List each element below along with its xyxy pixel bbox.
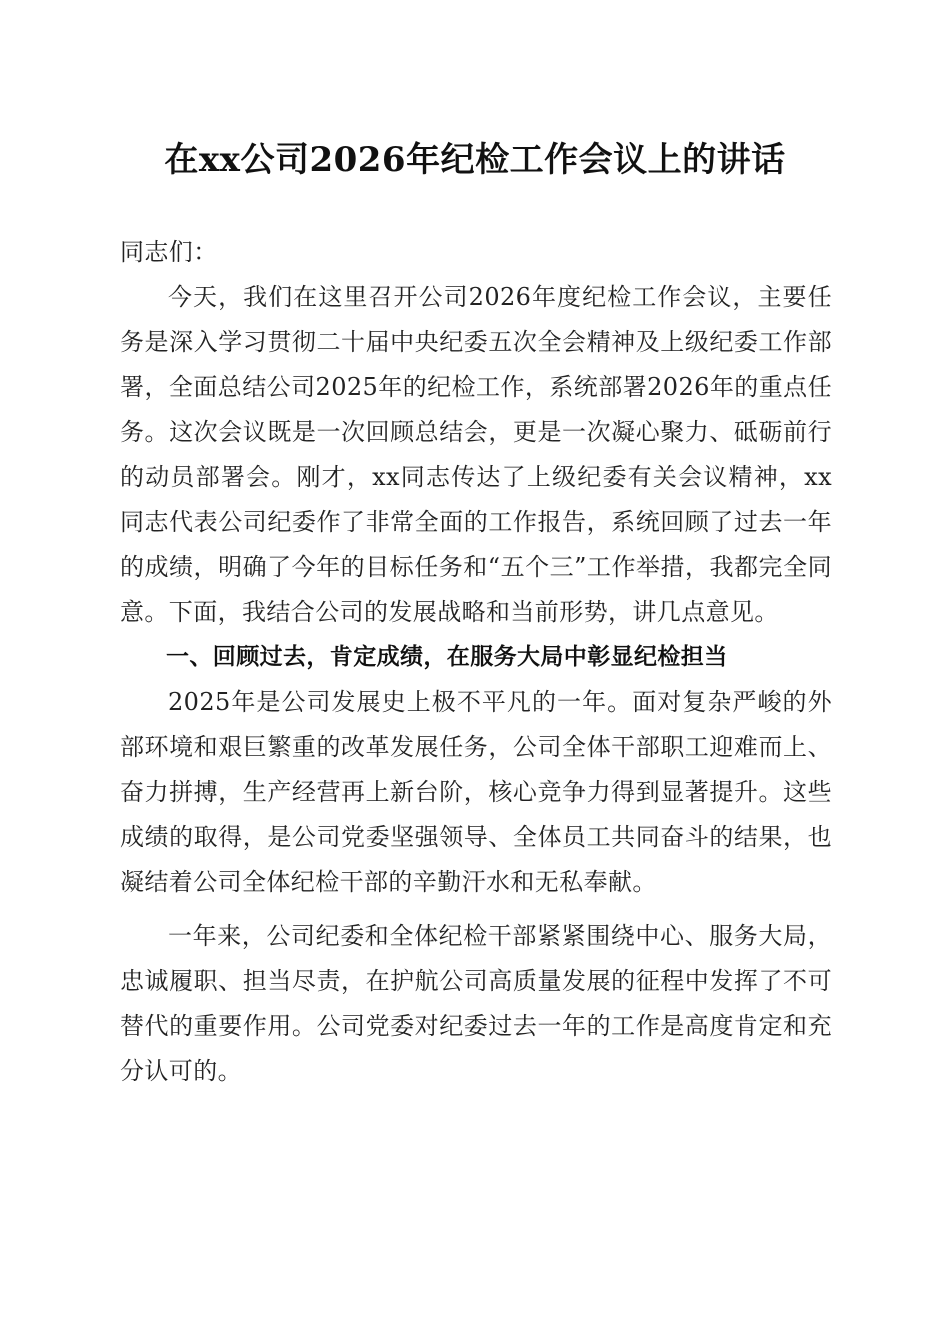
document-title: 在xx公司2026年纪检工作会议上的讲话 [164,140,786,180]
paragraph-opening: 今天，我们在这里召开公司2026年度纪检工作会议，主要任务是深入学习贯彻二十届中央纪委五次全会精神及上级纪委工作部署，全面总结公司2025年的纪检工作，系统部署2026年的重点任务。这次会议既是一次回顾总结会，更是一次凝心聚力、砥砺前行的动员部署会。刚才，xx同志传达了上级纪委有关会议精神，xx同志代表公司纪委作了非常全面的工作报告，系统回顾了过去一年的成绩，明确了今年的目标任务和“五个三”工作举措，我都完全同意。下面，我结合公司的发展战略和当前形势，讲几点意见。 [120,283,832,626]
section-heading-1: 一、回顾过去，肯定成绩，在服务大局中彰显纪检担当 [166,644,728,670]
document-body [120,230,832,1094]
paragraph-review: 2025年是公司发展史上极不平凡的一年。面对复杂严峻的外部环境和艰巨繁重的改革发展任务，公司全体干部职工迎难而上、奋力拼搏，生产经营再上新台阶，核心竞争力得到显著提升。这些成绩的取得，是公司党委坚强领导、全体员工共同奋斗的结果，也凝结着公司全体纪检干部的辛勤汗水和无私奉献。 [120,688,832,896]
paragraph-achievements: 一年来，公司纪委和全体纪检干部紧紧围绕中心、服务大局，忠诚履职、担当尽责，在护航公司高质量发展的征程中发挥了不可替代的重要作用。公司党委对纪委过去一年的工作是高度肯定和充分认可的。 [120,922,832,1085]
salutation: 同志们： [120,238,218,266]
